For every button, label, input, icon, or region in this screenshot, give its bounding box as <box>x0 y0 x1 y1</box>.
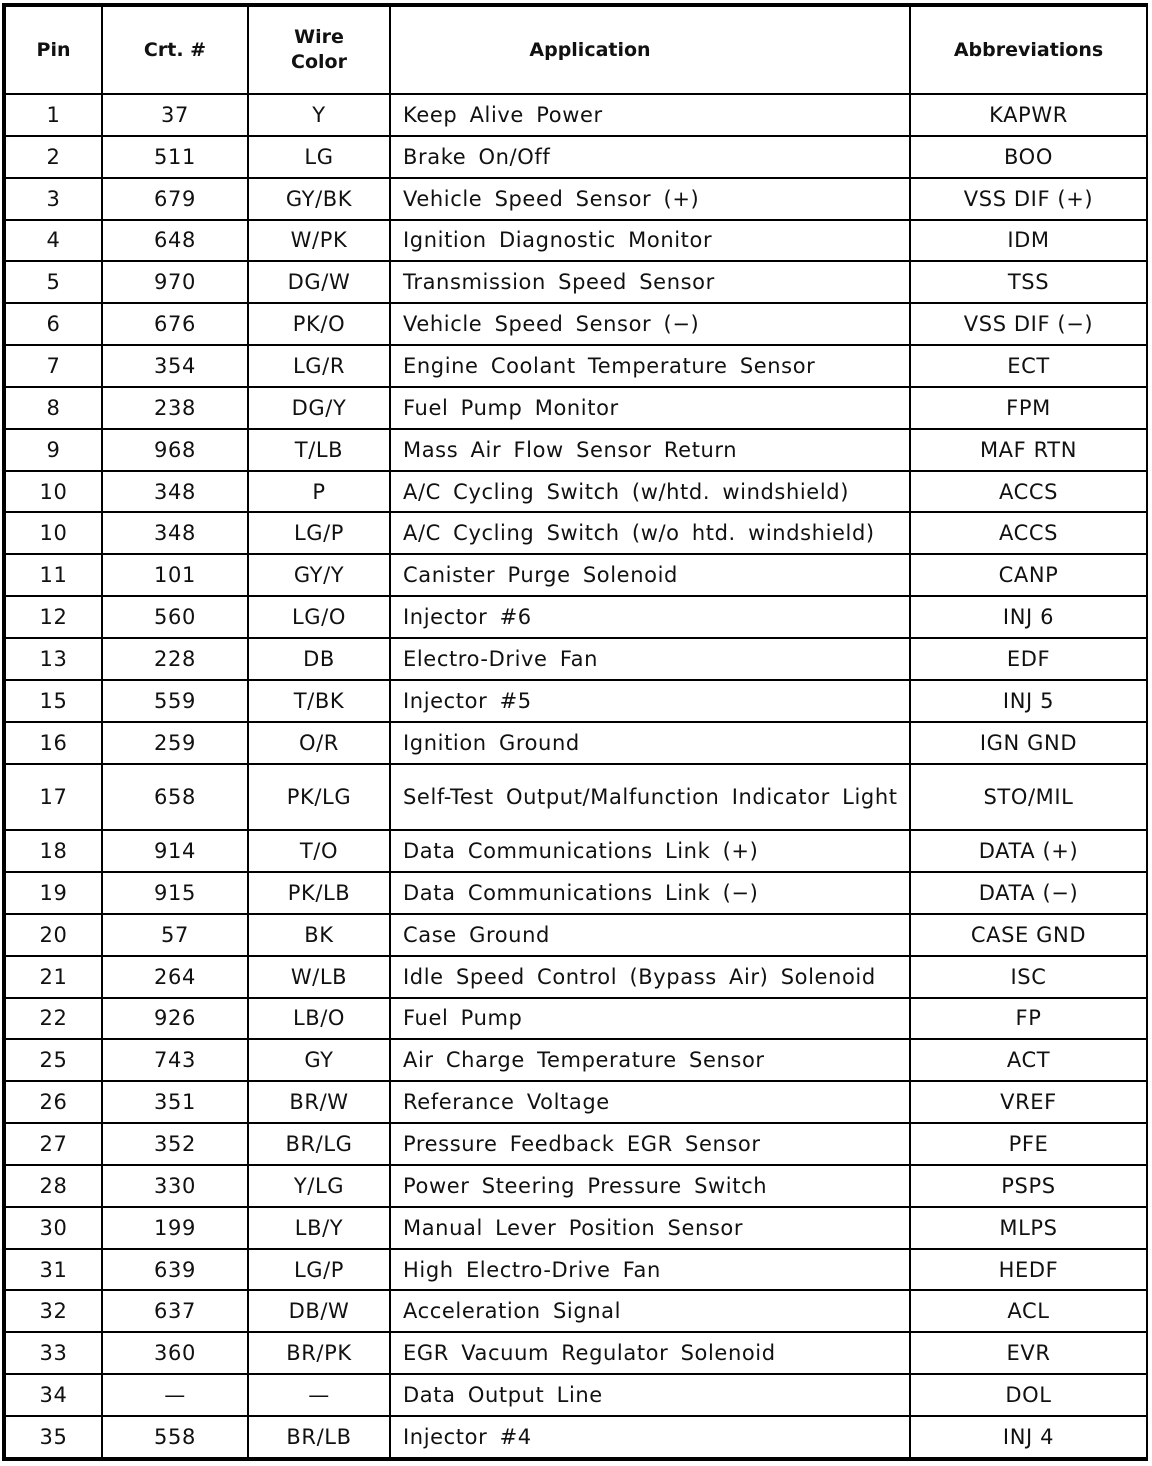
cell-pin: 15 <box>5 680 102 722</box>
cell-application: Power Steering Pressure Switch <box>390 1165 910 1207</box>
pin-table-sheet <box>2 3 1148 1461</box>
cell-wire-color: GY <box>248 1039 390 1081</box>
cell-wire-color: GY/Y <box>248 554 390 596</box>
cell-wire-color: DB/W <box>248 1290 390 1332</box>
cell-pin: 21 <box>5 956 102 998</box>
cell-application: Fuel Pump <box>390 998 910 1040</box>
cell-pin: 8 <box>5 387 102 429</box>
cell-circuit: 558 <box>102 1416 248 1458</box>
cell-pin: 3 <box>5 178 102 220</box>
cell-wire-color: BR/LB <box>248 1416 390 1458</box>
table-row <box>5 94 1147 136</box>
table-row <box>5 638 1147 680</box>
cell-abbreviation: FPM <box>910 387 1147 429</box>
cell-wire-color: T/BK <box>248 680 390 722</box>
cell-application: Vehicle Speed Sensor (−) <box>390 303 910 345</box>
cell-application: Keep Alive Power <box>390 94 910 136</box>
cell-circuit: 658 <box>102 764 248 831</box>
cell-abbreviation: CASE GND <box>910 914 1147 956</box>
cell-circuit: 354 <box>102 345 248 387</box>
cell-pin: 5 <box>5 261 102 303</box>
cell-wire-color: PK/LG <box>248 764 390 831</box>
cell-circuit: 511 <box>102 136 248 178</box>
cell-pin: 6 <box>5 303 102 345</box>
table-row <box>5 1290 1147 1332</box>
cell-pin: 4 <box>5 220 102 262</box>
cell-abbreviation: INJ 4 <box>910 1416 1147 1458</box>
table-row <box>5 178 1147 220</box>
cell-circuit: 37 <box>102 94 248 136</box>
cell-application: Data Communications Link (+) <box>390 830 910 872</box>
cell-pin: 26 <box>5 1081 102 1123</box>
cell-wire-color: PK/LB <box>248 872 390 914</box>
cell-pin: 16 <box>5 722 102 764</box>
cell-pin: 9 <box>5 429 102 471</box>
cell-wire-color: Y/LG <box>248 1165 390 1207</box>
cell-circuit: 679 <box>102 178 248 220</box>
cell-abbreviation: STO/MIL <box>910 764 1147 831</box>
table-row <box>5 1123 1147 1165</box>
cell-application: Mass Air Flow Sensor Return <box>390 429 910 471</box>
cell-application: Brake On/Off <box>390 136 910 178</box>
cell-pin: 28 <box>5 1165 102 1207</box>
cell-abbreviation: MAF RTN <box>910 429 1147 471</box>
cell-wire-color: LB/Y <box>248 1207 390 1249</box>
table-row <box>5 998 1147 1040</box>
cell-pin: 22 <box>5 998 102 1040</box>
cell-pin: 27 <box>5 1123 102 1165</box>
cell-wire-color: BR/W <box>248 1081 390 1123</box>
table-row <box>5 471 1147 513</box>
table-row <box>5 1374 1147 1416</box>
cell-pin: 12 <box>5 596 102 638</box>
cell-abbreviation: DATA (−) <box>910 872 1147 914</box>
cell-circuit: 676 <box>102 303 248 345</box>
cell-wire-color: LB/O <box>248 998 390 1040</box>
cell-circuit: 199 <box>102 1207 248 1249</box>
cell-application: Engine Coolant Temperature Sensor <box>390 345 910 387</box>
cell-wire-color: DB <box>248 638 390 680</box>
table-row <box>5 345 1147 387</box>
cell-abbreviation: PSPS <box>910 1165 1147 1207</box>
cell-pin: 20 <box>5 914 102 956</box>
cell-wire-color: PK/O <box>248 303 390 345</box>
cell-wire-color: O/R <box>248 722 390 764</box>
cell-wire-color: T/O <box>248 830 390 872</box>
cell-abbreviation: ECT <box>910 345 1147 387</box>
cell-wire-color: P <box>248 471 390 513</box>
cell-abbreviation: VREF <box>910 1081 1147 1123</box>
cell-pin: 1 <box>5 94 102 136</box>
table-row <box>5 1249 1147 1291</box>
cell-abbreviation: EDF <box>910 638 1147 680</box>
cell-circuit: 743 <box>102 1039 248 1081</box>
cell-pin: 10 <box>5 471 102 513</box>
cell-circuit: 351 <box>102 1081 248 1123</box>
cell-application: Injector #6 <box>390 596 910 638</box>
cell-circuit: 559 <box>102 680 248 722</box>
cell-pin: 17 <box>5 764 102 831</box>
cell-abbreviation: TSS <box>910 261 1147 303</box>
cell-circuit: 352 <box>102 1123 248 1165</box>
cell-application: A/C Cycling Switch (w/htd. windshield) <box>390 471 910 513</box>
table-row <box>5 1332 1147 1374</box>
cell-abbreviation: ACT <box>910 1039 1147 1081</box>
cell-circuit: 648 <box>102 220 248 262</box>
table-row <box>5 1207 1147 1249</box>
cell-application: High Electro-Drive Fan <box>390 1249 910 1291</box>
cell-abbreviation: DATA (+) <box>910 830 1147 872</box>
cell-abbreviation: ACCS <box>910 471 1147 513</box>
cell-wire-color: LG/P <box>248 1249 390 1291</box>
cell-circuit: 968 <box>102 429 248 471</box>
cell-circuit: 348 <box>102 512 248 554</box>
table-row <box>5 872 1147 914</box>
cell-circuit: 259 <box>102 722 248 764</box>
cell-circuit: 228 <box>102 638 248 680</box>
cell-wire-color: BR/PK <box>248 1332 390 1374</box>
cell-application: Electro-Drive Fan <box>390 638 910 680</box>
cell-wire-color: — <box>248 1374 390 1416</box>
cell-abbreviation: HEDF <box>910 1249 1147 1291</box>
cell-wire-color: LG/R <box>248 345 390 387</box>
cell-application: Canister Purge Solenoid <box>390 554 910 596</box>
table-row <box>5 554 1147 596</box>
cell-circuit: 348 <box>102 471 248 513</box>
cell-abbreviation: IDM <box>910 220 1147 262</box>
table-row <box>5 136 1147 178</box>
cell-wire-color: T/LB <box>248 429 390 471</box>
cell-abbreviation: VSS DIF (−) <box>910 303 1147 345</box>
cell-pin: 2 <box>5 136 102 178</box>
table-body <box>5 94 1147 1458</box>
cell-application: Injector #5 <box>390 680 910 722</box>
cell-circuit: 970 <box>102 261 248 303</box>
table-row <box>5 1039 1147 1081</box>
table-row <box>5 680 1147 722</box>
cell-application: Case Ground <box>390 914 910 956</box>
table-header-row <box>5 6 1147 94</box>
cell-application: Injector #4 <box>390 1416 910 1458</box>
cell-application: Idle Speed Control (Bypass Air) Solenoid <box>390 956 910 998</box>
cell-pin: 32 <box>5 1290 102 1332</box>
header-application: Application <box>390 6 910 94</box>
cell-wire-color: DG/W <box>248 261 390 303</box>
cell-abbreviation: EVR <box>910 1332 1147 1374</box>
cell-circuit: 360 <box>102 1332 248 1374</box>
cell-application: Manual Lever Position Sensor <box>390 1207 910 1249</box>
table-row <box>5 596 1147 638</box>
table-row <box>5 722 1147 764</box>
cell-pin: 34 <box>5 1374 102 1416</box>
cell-application: Transmission Speed Sensor <box>390 261 910 303</box>
cell-application: Data Output Line <box>390 1374 910 1416</box>
cell-abbreviation: BOO <box>910 136 1147 178</box>
cell-abbreviation: IGN GND <box>910 722 1147 764</box>
cell-application: Air Charge Temperature Sensor <box>390 1039 910 1081</box>
cell-circuit: 57 <box>102 914 248 956</box>
cell-application: Ignition Ground <box>390 722 910 764</box>
cell-application: Data Communications Link (−) <box>390 872 910 914</box>
cell-abbreviation: KAPWR <box>910 94 1147 136</box>
cell-circuit: 637 <box>102 1290 248 1332</box>
cell-abbreviation: INJ 5 <box>910 680 1147 722</box>
cell-application: Self-Test Output/Malfunction Indicator Light <box>390 764 910 831</box>
header-pin: Pin <box>5 6 102 94</box>
cell-pin: 25 <box>5 1039 102 1081</box>
table-row <box>5 261 1147 303</box>
cell-application: A/C Cycling Switch (w/o htd. windshield) <box>390 512 910 554</box>
cell-application: Referance Voltage <box>390 1081 910 1123</box>
cell-abbreviation: INJ 6 <box>910 596 1147 638</box>
cell-pin: 30 <box>5 1207 102 1249</box>
cell-abbreviation: ISC <box>910 956 1147 998</box>
cell-pin: 19 <box>5 872 102 914</box>
cell-abbreviation: ACCS <box>910 512 1147 554</box>
header-circuit: Crt. # <box>102 6 248 94</box>
cell-pin: 31 <box>5 1249 102 1291</box>
cell-wire-color: LG/P <box>248 512 390 554</box>
table-row <box>5 764 1147 831</box>
table-row <box>5 220 1147 262</box>
cell-circuit: 238 <box>102 387 248 429</box>
cell-application: EGR Vacuum Regulator Solenoid <box>390 1332 910 1374</box>
cell-pin: 18 <box>5 830 102 872</box>
table-row <box>5 914 1147 956</box>
cell-abbreviation: CANP <box>910 554 1147 596</box>
cell-wire-color: BR/LG <box>248 1123 390 1165</box>
cell-wire-color: LG/O <box>248 596 390 638</box>
cell-application: Ignition Diagnostic Monitor <box>390 220 910 262</box>
cell-abbreviation: PFE <box>910 1123 1147 1165</box>
table-row <box>5 303 1147 345</box>
cell-circuit: 264 <box>102 956 248 998</box>
cell-abbreviation: FP <box>910 998 1147 1040</box>
cell-wire-color: BK <box>248 914 390 956</box>
cell-circuit: 639 <box>102 1249 248 1291</box>
cell-pin: 7 <box>5 345 102 387</box>
cell-circuit: 915 <box>102 872 248 914</box>
cell-abbreviation: ACL <box>910 1290 1147 1332</box>
cell-application: Fuel Pump Monitor <box>390 387 910 429</box>
pin-assignment-table <box>4 5 1148 1459</box>
cell-circuit: 101 <box>102 554 248 596</box>
table-row <box>5 1165 1147 1207</box>
cell-wire-color: GY/BK <box>248 178 390 220</box>
header-abbreviation: Abbreviations <box>910 6 1147 94</box>
cell-circuit: 330 <box>102 1165 248 1207</box>
cell-wire-color: W/PK <box>248 220 390 262</box>
cell-circuit: — <box>102 1374 248 1416</box>
cell-wire-color: W/LB <box>248 956 390 998</box>
table-row <box>5 1416 1147 1458</box>
cell-application: Pressure Feedback EGR Sensor <box>390 1123 910 1165</box>
header-wire-color-label: Wire Color <box>291 26 347 73</box>
cell-pin: 11 <box>5 554 102 596</box>
cell-wire-color: LG <box>248 136 390 178</box>
cell-application: Vehicle Speed Sensor (+) <box>390 178 910 220</box>
cell-abbreviation: DOL <box>910 1374 1147 1416</box>
cell-wire-color: Y <box>248 94 390 136</box>
cell-wire-color: DG/Y <box>248 387 390 429</box>
cell-pin: 10 <box>5 512 102 554</box>
table-row <box>5 512 1147 554</box>
cell-application: Acceleration Signal <box>390 1290 910 1332</box>
cell-pin: 35 <box>5 1416 102 1458</box>
table-row <box>5 1081 1147 1123</box>
table-row <box>5 830 1147 872</box>
table-row <box>5 429 1147 471</box>
cell-pin: 33 <box>5 1332 102 1374</box>
cell-abbreviation: MLPS <box>910 1207 1147 1249</box>
table-row <box>5 956 1147 998</box>
table-row <box>5 387 1147 429</box>
cell-pin: 13 <box>5 638 102 680</box>
cell-circuit: 560 <box>102 596 248 638</box>
cell-circuit: 914 <box>102 830 248 872</box>
cell-abbreviation: VSS DIF (+) <box>910 178 1147 220</box>
header-wire-color <box>248 6 390 94</box>
cell-circuit: 926 <box>102 998 248 1040</box>
